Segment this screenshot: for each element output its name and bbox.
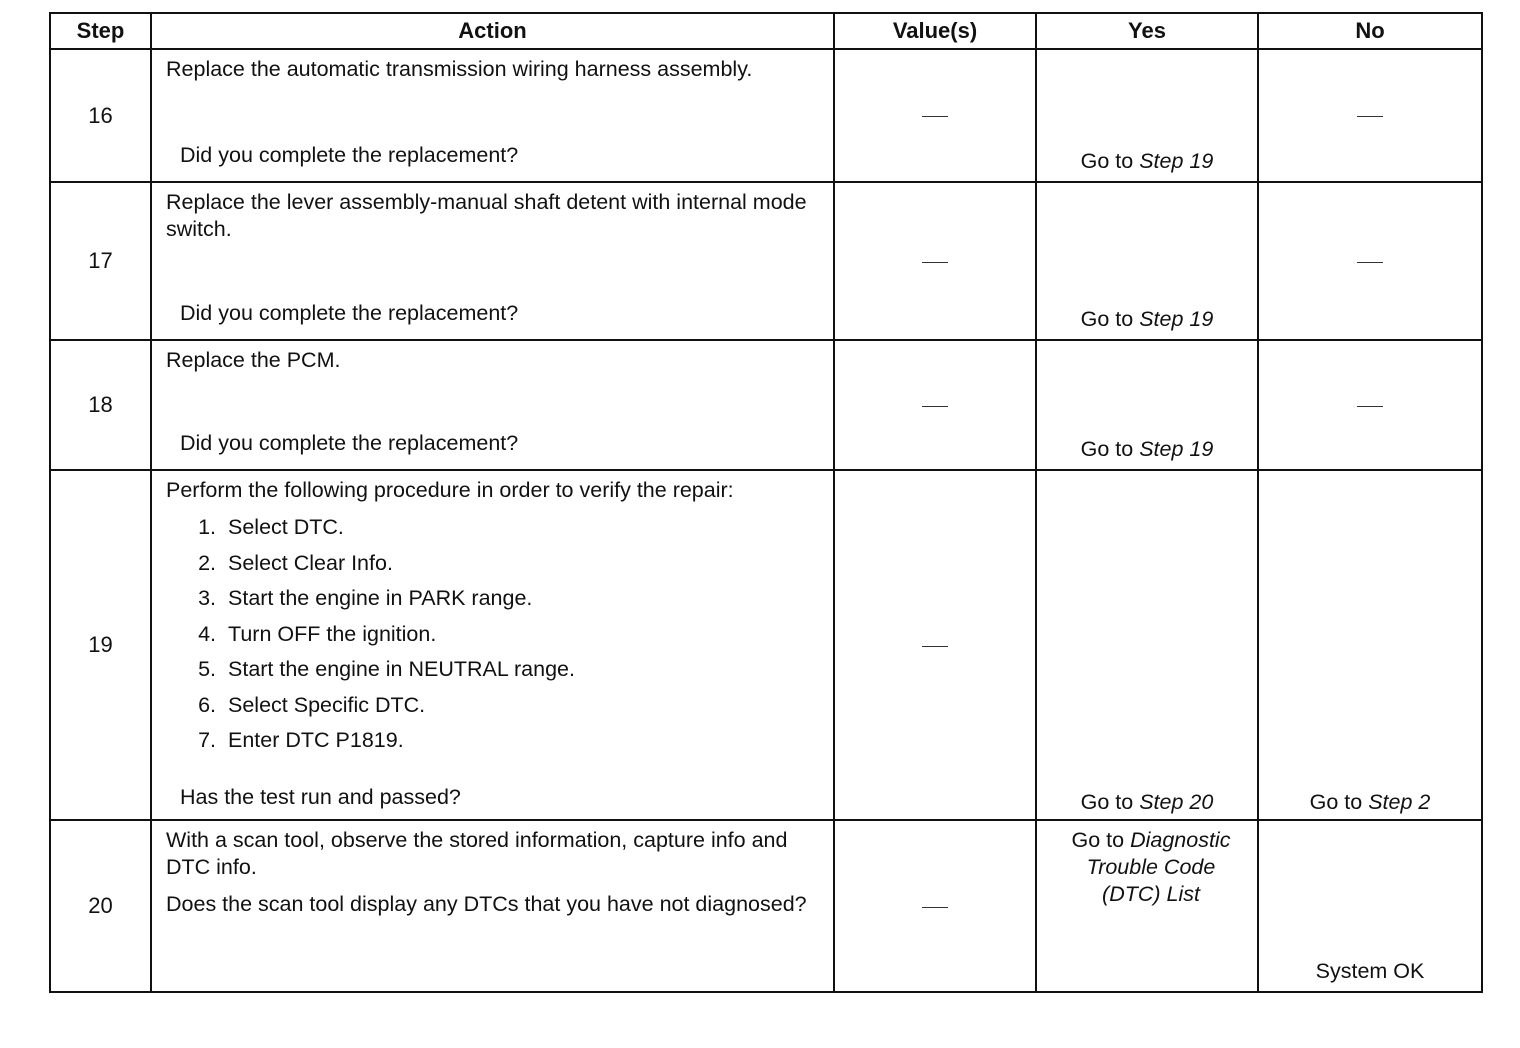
yes-goto[interactable]: Go to Step 19 [1080, 307, 1214, 331]
step-number: 17 [50, 182, 151, 340]
action-cell [151, 182, 834, 340]
step-link[interactable]: Step 20 [1139, 790, 1214, 814]
empty-dash [1357, 262, 1383, 263]
no-cell [1258, 182, 1482, 340]
yes-goto[interactable]: Go to Step 20 [1080, 790, 1214, 814]
procedure-list [166, 510, 819, 759]
action-text: Replace the PCM. [166, 348, 341, 372]
no-cell [1258, 820, 1482, 992]
header-step: Step [50, 13, 151, 49]
action-text: With a scan tool, observe the stored information, capture info and DTC info. [166, 828, 788, 879]
action-cell [151, 820, 834, 992]
action-text: Perform the following procedure in order to verify the repair: [166, 478, 734, 502]
yes-cell [1036, 49, 1258, 182]
action-question: Did you complete the replacement? [180, 143, 519, 167]
table-row [50, 49, 1482, 182]
step-link[interactable]: Step 2 [1368, 790, 1431, 814]
empty-dash [922, 116, 948, 117]
action-question: Has the test run and passed? [180, 785, 461, 809]
procedure-step: 3. Start the engine in PARK range. [222, 581, 819, 617]
yes-cell [1036, 340, 1258, 470]
yes-goto[interactable]: Go to Step 19 [1080, 437, 1214, 461]
step-number: 19 [50, 470, 151, 820]
yes-cell [1036, 470, 1258, 820]
step-number: 20 [50, 820, 151, 992]
value-cell [834, 182, 1036, 340]
procedure-step: 2. Select Clear Info. [222, 546, 819, 582]
step-link[interactable]: Step 19 [1139, 437, 1214, 461]
no-cell [1258, 49, 1482, 182]
header-yes: Yes [1036, 13, 1258, 49]
step-number: 18 [50, 340, 151, 470]
action-text: Replace the automatic transmission wiring harness assembly. [166, 57, 753, 81]
step-number: 16 [50, 49, 151, 182]
table-row [50, 470, 1482, 820]
header-values: Value(s) [834, 13, 1036, 49]
table-row [50, 182, 1482, 340]
no-cell [1258, 470, 1482, 820]
dtc-list-link[interactable]: Diagnostic Trouble Code (DTC) List [1086, 828, 1231, 906]
action-question: Did you complete the replacement? [180, 301, 519, 325]
value-cell [834, 340, 1036, 470]
procedure-step: 6. Select Specific DTC. [222, 688, 819, 724]
no-cell [1258, 340, 1482, 470]
procedure-step: 1. Select DTC. [222, 510, 819, 546]
empty-dash [922, 907, 948, 908]
value-cell [834, 820, 1036, 992]
action-cell [151, 340, 834, 470]
action-cell [151, 49, 834, 182]
value-cell [834, 470, 1036, 820]
system-ok-label: System OK [1315, 959, 1425, 983]
action-question: Does the scan tool display any DTCs that you have not diagnosed? [166, 892, 807, 916]
action-text: Replace the lever assembly-manual shaft detent with internal mode switch. [166, 190, 807, 241]
table-row [50, 820, 1482, 992]
empty-dash [1357, 116, 1383, 117]
step-link[interactable]: Step 19 [1139, 307, 1214, 331]
empty-dash [922, 646, 948, 647]
procedure-step: 7. Enter DTC P1819. [222, 723, 819, 759]
step-link[interactable]: Step 19 [1139, 149, 1214, 173]
header-action: Action [151, 13, 834, 49]
no-goto[interactable]: Go to Step 2 [1309, 790, 1431, 814]
action-cell [151, 470, 834, 820]
diagnostic-table [49, 12, 1483, 993]
empty-dash [922, 262, 948, 263]
empty-dash [922, 406, 948, 407]
header-row [50, 13, 1482, 49]
yes-goto[interactable]: Go to Diagnostic Trouble Code (DTC) List [1071, 828, 1231, 906]
yes-cell [1036, 182, 1258, 340]
table-row [50, 340, 1482, 470]
header-no: No [1258, 13, 1482, 49]
procedure-step: 4. Turn OFF the ignition. [222, 617, 819, 653]
yes-cell [1036, 820, 1258, 992]
action-question: Did you complete the replacement? [180, 431, 519, 455]
yes-goto[interactable]: Go to Step 19 [1080, 149, 1214, 173]
procedure-step: 5. Start the engine in NEUTRAL range. [222, 652, 819, 688]
empty-dash [1357, 406, 1383, 407]
value-cell [834, 49, 1036, 182]
